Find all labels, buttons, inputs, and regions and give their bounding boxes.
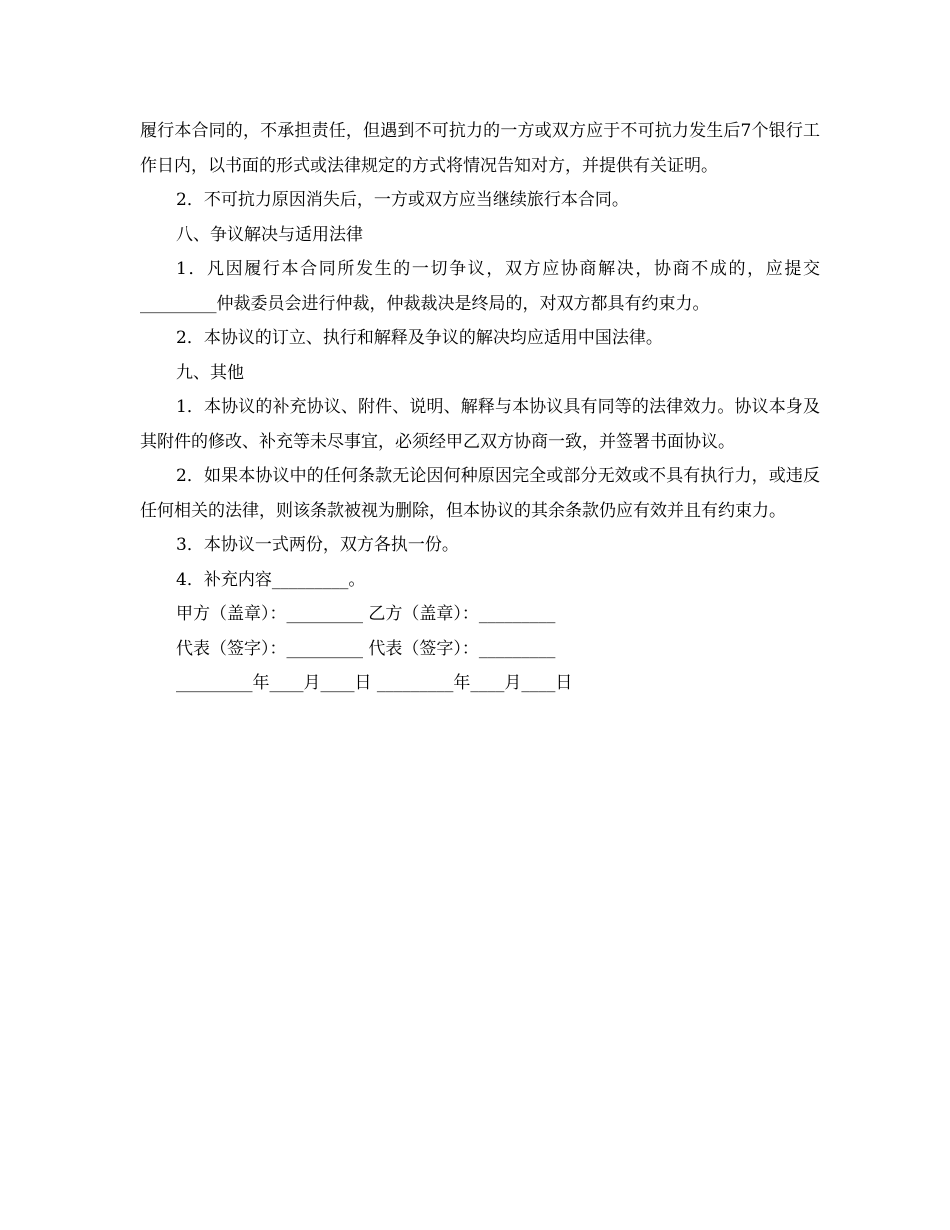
date-a-field: _________年____月____日 bbox=[176, 673, 372, 693]
paragraph-copies: 3．本协议一式两份，双方各执一份。 bbox=[176, 535, 459, 555]
signature-seal-line bbox=[140, 597, 820, 632]
signature-rep-line bbox=[140, 632, 820, 667]
rep-a-sign-field: 代表（签字）：_________ bbox=[176, 638, 363, 659]
paragraph-supplement-content: 4．补充内容_________。 bbox=[176, 569, 366, 590]
contract-body bbox=[140, 114, 820, 701]
paragraph-governing-law: 2．本协议的订立、执行和解释及争议的解决均应适用中国法律。 bbox=[176, 328, 663, 348]
signature-date-line bbox=[140, 666, 820, 701]
paragraph-severability: 2．如果本协议中的任何条款无论因何种原因完全或部分无效或不具有执行力，或违反任何相关的法律，则该条款被视为删除，但本协议的其余条款仍应有效并且有约束力。 bbox=[140, 466, 820, 521]
paragraph-force-majeure-notice: 履行本合同的，不承担责任，但遇到不可抗力的一方或双方应于不可抗力发生后7个银行工作日内，以书面的形式或法律规定的方式将情况告知对方，并提供有关证明。 bbox=[140, 121, 820, 176]
section-heading-dispute: 八、争议解决与适用法律 bbox=[176, 224, 363, 245]
paragraph-arbitration: 1．凡因履行本合同所发生的一切争议，双方应协商解决，协商不成的，应提交_________仲裁委员会进行仲裁，仲裁裁决是终局的，对双方都具有约束力。 bbox=[140, 259, 820, 314]
paragraph-force-majeure-resume: 2．不可抗力原因消失后，一方或双方应当继续旅行本合同。 bbox=[176, 190, 629, 210]
party-a-seal-field: 甲方（盖章）：_________ bbox=[176, 604, 363, 624]
date-b-field: _________年____月____日 bbox=[376, 673, 573, 693]
rep-b-sign-field: 代表（签字）：_________ bbox=[368, 638, 556, 659]
party-b-seal-field: 乙方（盖章）：_________ bbox=[368, 604, 556, 624]
section-heading-other: 九、其他 bbox=[176, 362, 244, 383]
paragraph-supplement-effect: 1．本协议的补充协议、附件、说明、解释与本协议具有同等的法律效力。协议本身及其附件的修改、补充等未尽事宜，必须经甲乙双方协商一致，并签署书面协议。 bbox=[140, 397, 820, 452]
